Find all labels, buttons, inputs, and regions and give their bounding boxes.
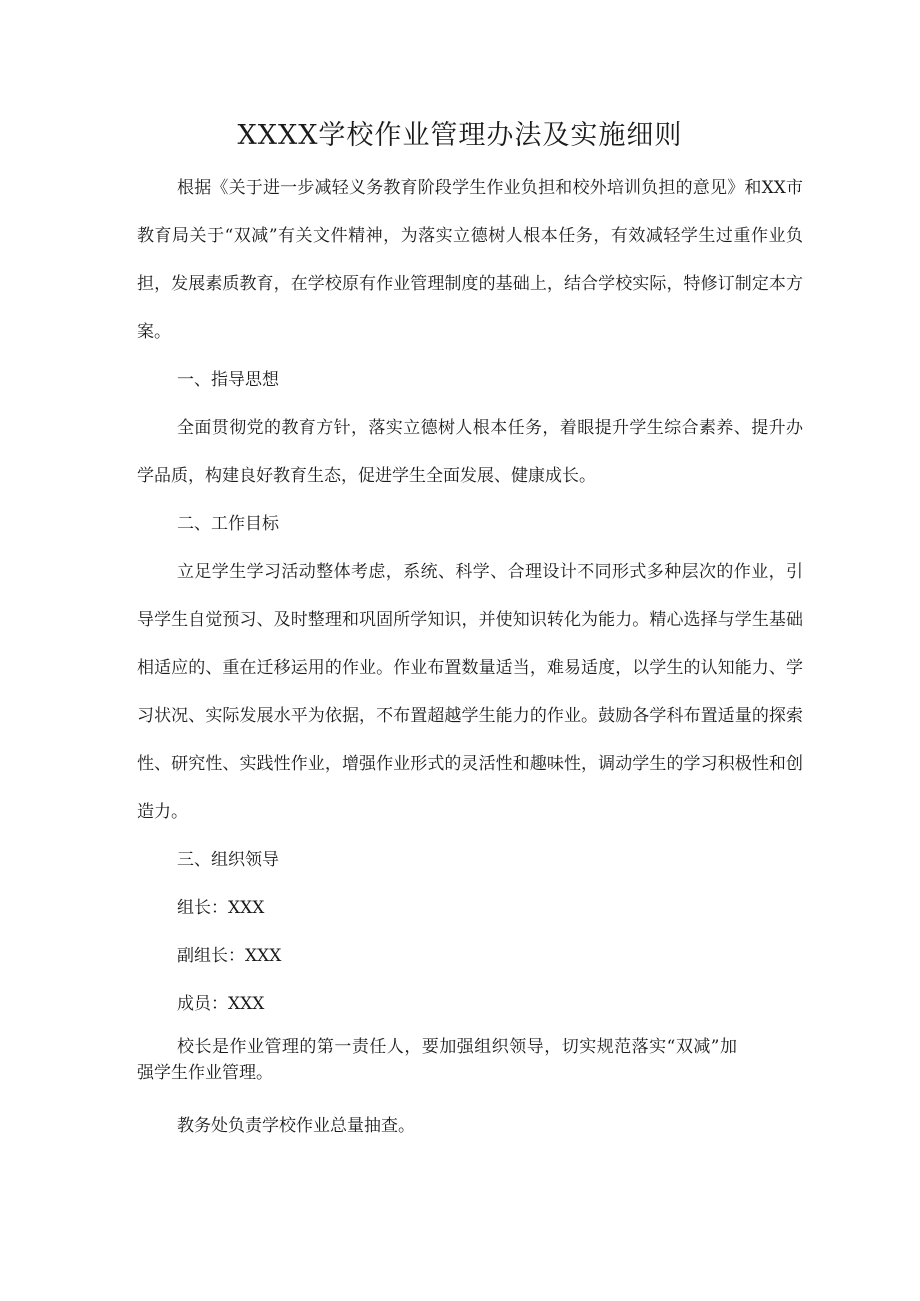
section-paragraph-guiding-ideology: 全面贯彻党的教育方针，落实立德树人根本任务，着眼提升学生综合素养、提升办学品质，构建良好教育生态，促进学生全面发展、健康成长。 (137, 418, 803, 486)
principal-responsibility-paragraph: 校长是作业管理的第一责任人，要加强组织领导，切实规范落实“双减”加强学生作业管理。 (137, 1037, 737, 1083)
member-deputy-leader: 副组长：XXX (177, 946, 282, 966)
section-paragraph-work-goals: 立足学生学习活动整体考虑，系统、科学、合理设计不同形式多种层次的作业，引导学生自觉预习、及时整理和巩固所学知识，并使知识转化为能力。精心选择与学生基础相适应的、重在迁移运用的作业。作业布置数量适当，难易适度，以学生的认知能力、学习状况、实际发展水平为依据，不布置超越学生能力的作业。鼓励各学科布置适量的探索性、研究性、实践性作业，增强作业形式的灵活性和趣味性，调动学生的学习积极性和创造力。 (137, 562, 803, 822)
academic-office-paragraph: 教务处负责学校作业总量抽查。 (177, 1116, 415, 1136)
section-heading-organization: 三、组织领导 (177, 850, 279, 870)
member-members: 成员：XXX (177, 994, 265, 1014)
section-heading-work-goals: 二、工作目标 (177, 514, 279, 534)
intro-paragraph: 根据《关于进一步减轻义务教育阶段学生作业负担和校外培训负担的意见》和XX市教育局关于“双减”有关文件精神，为落实立德树人根本任务，有效减轻学生过重作业负担，发展素质教育，在学校原有作业管理制度的基础上，结合学校实际，特修订制定本方案。 (137, 178, 803, 342)
document-title: XXXX学校作业管理办法及实施细则 (237, 120, 683, 151)
section-heading-guiding-ideology: 一、指导思想 (177, 370, 279, 390)
member-leader: 组长：XXX (177, 898, 265, 918)
